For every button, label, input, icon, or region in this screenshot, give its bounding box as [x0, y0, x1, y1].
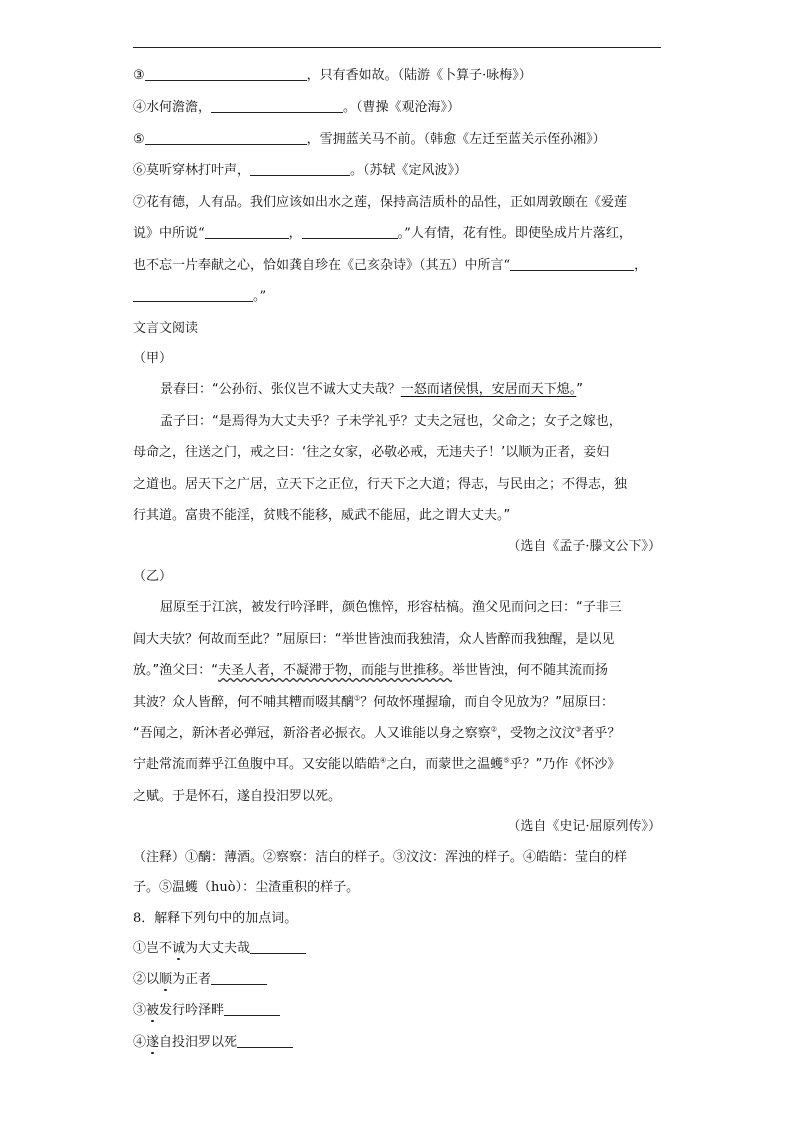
answer-blank[interactable] — [145, 68, 307, 81]
passage-text: 宁赴常流而葬乎江鱼腹中耳。又安能以皓皓 — [133, 757, 381, 772]
item-number: ⑤ — [133, 132, 145, 147]
item-text: ，雪拥蓝关马不前。（韩愈《左迁至蓝关示侄孙湘》） — [306, 132, 606, 147]
item-number: ③ — [133, 68, 145, 83]
passage-text: “吾闻之，新沐者必弹冠，新浴者必振衣。人又谁能以身之察察 — [133, 726, 491, 741]
answer-blank[interactable] — [302, 226, 398, 239]
item-number: ④ — [133, 1035, 147, 1050]
passage-jia-label: （甲） — [133, 351, 173, 366]
item-text: 以 — [146, 972, 160, 987]
passage-text: 乎？”乃作《怀沙》 — [509, 757, 621, 772]
dotted-word: 诚 — [172, 941, 186, 956]
answer-blank[interactable] — [250, 941, 306, 954]
answer-blank[interactable] — [211, 100, 343, 113]
answer-blank[interactable] — [510, 258, 634, 271]
passage-yi-line — [133, 757, 661, 773]
footnote-marker: ② — [490, 725, 498, 734]
passage-text: ” — [576, 382, 584, 397]
item-number: ① — [133, 941, 147, 956]
passage-jia-source: （选自《孟子·滕文公下》） — [507, 539, 661, 554]
passage-yi-line: 屈原至于江滨，被发行吟泽畔，颜色憔悴，形容枯槁。渔父见而问之曰：“子非三 — [160, 600, 622, 615]
passage-yi-source: （选自《史记·屈原列传》） — [507, 819, 661, 834]
item-text: 为正者 — [172, 972, 212, 987]
item-number: ⑥ — [133, 163, 147, 178]
item-text: 为大丈夫哉 — [185, 941, 251, 956]
passage-jia-line — [160, 382, 661, 398]
dotted-word: 遂 — [146, 1035, 160, 1050]
footnote-marker: ⑤ — [503, 756, 510, 765]
annotation-line: （注释）①醨：薄酒。②察察：洁白的样子。③汶汶：浑浊的样子。④皓皓：莹白的样 — [133, 850, 628, 865]
footnote-marker: ① — [354, 694, 361, 703]
question-7-line-4 — [133, 289, 661, 305]
passage-jia-line: 行其道。富贵不能淫，贫贱不能移，威武不能屈，此之谓大丈夫。” — [133, 508, 511, 523]
item-text: ， — [288, 226, 302, 241]
answer-blank[interactable] — [237, 1035, 293, 1048]
question-7-line-3 — [133, 258, 661, 274]
footnote-marker: ③ — [575, 725, 582, 734]
answer-blank[interactable] — [211, 972, 267, 985]
item-text: 也不忘一片奉献之心，恰如龚自珍在《己亥杂诗》（其五）中所言“ — [133, 258, 511, 273]
question-4 — [133, 100, 661, 116]
item-text: 。”人有情，花有性。即使坠成片片落红， — [397, 226, 632, 241]
underlined-sentence: 一怒而诸侯惧，安居而天下熄。 — [400, 382, 577, 397]
passage-yi-line — [133, 695, 661, 711]
q8-item-2 — [133, 972, 661, 988]
passage-text: 之白，而蒙世之温蠖 — [386, 757, 504, 772]
dotted-word: 被 — [146, 1003, 160, 1018]
q8-item-4 — [133, 1035, 661, 1051]
answer-blank[interactable] — [205, 226, 289, 239]
passage-yi-label: （乙） — [133, 569, 173, 584]
question-8-title: 8．解释下列句中的加点词。 — [133, 911, 298, 926]
item-number: ⑦ — [133, 195, 147, 210]
question-6 — [133, 163, 661, 179]
passage-text: 者乎？ — [581, 726, 621, 741]
passage-text: 举世皆浊，何不随其流而扬 — [452, 663, 609, 678]
item-text: 水何澹澹， — [146, 100, 212, 115]
passage-yi-line: 之赋。于是怀石，遂自投汨罗以死。 — [133, 789, 342, 804]
passage-yi-line — [133, 726, 661, 742]
item-text: 。（苏轼《定风波》） — [350, 163, 468, 178]
item-text: 说》中所说“ — [133, 226, 205, 241]
annotation-line: 子。⑤温蠖（huò）：尘渣重积的样子。 — [133, 880, 360, 895]
item-text: 自投汨罗以死 — [159, 1035, 238, 1050]
passage-text: ？何故怀瑾握瑜，而自令见放为？”屈原曰： — [360, 695, 615, 710]
item-number: ③ — [133, 1003, 147, 1018]
q8-item-3 — [133, 1003, 661, 1019]
passage-text: 景春曰：“公孙衍、张仪岂不诚大丈夫哉？ — [160, 382, 401, 397]
question-7-line-1 — [133, 195, 661, 211]
q8-item-1 — [133, 941, 661, 957]
section-title: 文言文阅读 — [133, 321, 199, 336]
item-number: ④ — [133, 100, 147, 115]
answer-blank[interactable] — [133, 289, 253, 302]
wavy-underlined-sentence: 夫圣人者，不凝滞于物，而能与世推移。 — [217, 663, 452, 678]
item-text: 。” — [253, 289, 267, 304]
item-text: 岂不 — [146, 941, 173, 956]
dotted-word: 顺 — [159, 972, 173, 987]
passage-text: 其波？众人皆醉，何不哺其糟而啜其醨 — [133, 695, 355, 710]
passage-text: ，受物之汶汶 — [497, 726, 576, 741]
answer-blank[interactable] — [224, 1003, 280, 1016]
passage-yi-line: 闾大夫欤？何故而至此？”屈原曰：“举世皆浊而我独清，众人皆醉而我独醒，是以见 — [133, 632, 615, 647]
item-text: ， — [634, 258, 648, 273]
question-7-line-2 — [133, 226, 661, 242]
footnote-marker: ④ — [380, 756, 387, 765]
passage-jia-line: 母命之，往送之门，戒之曰：‘往之女家，必敬必戒，无违夫子！’以顺为正者，妾妇 — [133, 445, 610, 460]
item-text: 莫听穿林打叶声， — [146, 163, 251, 178]
item-text: 发行吟泽畔 — [159, 1003, 225, 1018]
header-rule — [133, 47, 661, 48]
answer-blank[interactable] — [250, 163, 350, 176]
item-number: ② — [133, 972, 147, 987]
passage-jia-line: 之道也。居天下之广居，立天下之正位，行天下之大道；得志，与民由之；不得志，独 — [133, 477, 628, 492]
passage-yi-line — [133, 663, 661, 679]
passage-jia-line: 孟子曰：“是焉得为大丈夫乎？子未学礼乎？丈夫之冠也，父命之；女子之嫁也， — [160, 414, 622, 429]
passage-text: 放。”渔父曰：“ — [133, 663, 218, 678]
question-5 — [133, 132, 661, 148]
item-text: ，只有香如故。（陆游《卜算子·咏梅》） — [306, 68, 532, 83]
item-text: 花有德，人有品。我们应该如出水之莲，保持高洁质朴的品性，正如周敦颐在《爱莲 — [146, 195, 628, 210]
question-3 — [133, 68, 661, 84]
answer-blank[interactable] — [145, 132, 307, 145]
item-text: 。（曹操《观沧海》） — [343, 100, 461, 115]
